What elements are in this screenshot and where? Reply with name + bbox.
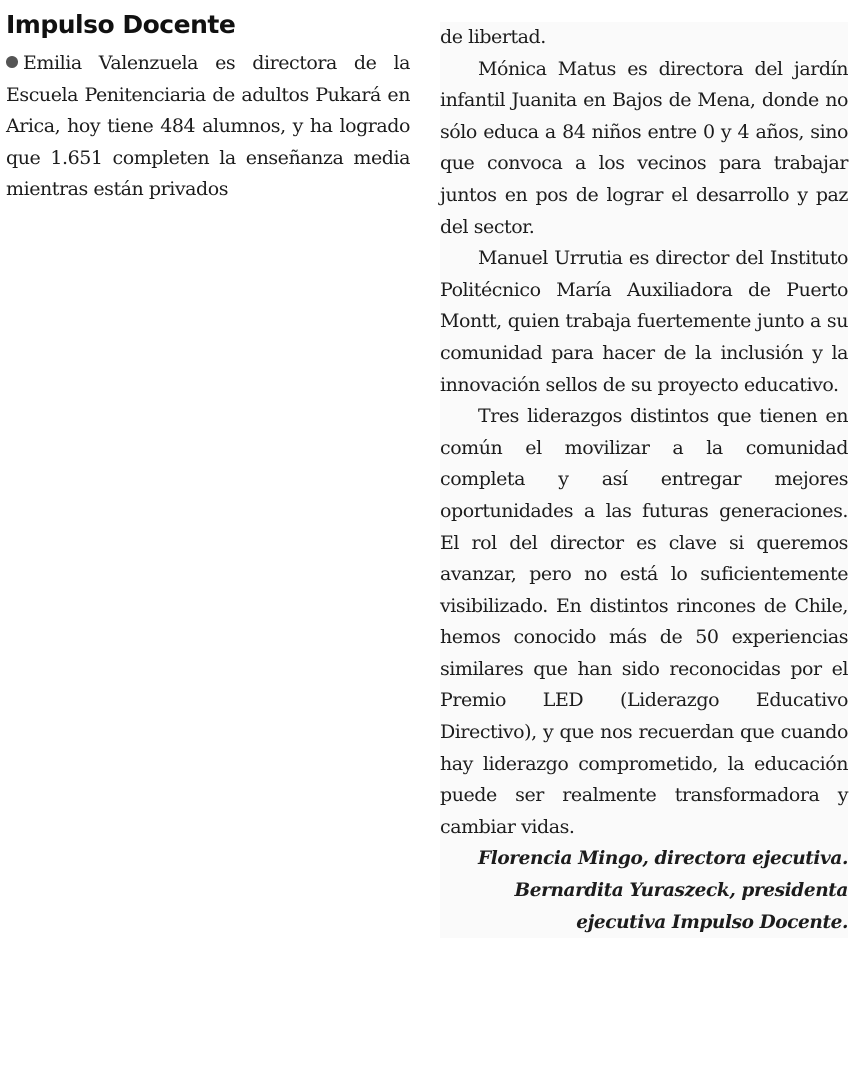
paragraph-matus: Mónica Matus es directora del jardín infantil Juanita en Bajos de Mena, donde no sólo educa a 84 niños entre 0 y 4 años, sino que convoca a los vecinos para trabajar juntos en pos de lograr el desarrollo y paz del sector. xyxy=(440,57,848,238)
paragraph-urrutia: Manuel Urrutia es director del Instituto Politécnico María Auxiliadora de Puerto Montt, quien trabaja fuertemente junto a su comunidad para hacer de la inclusión y la innovación sellos de su proyecto educativo. xyxy=(440,247,848,396)
left-column xyxy=(6,8,410,206)
signature-line: Bernardita Yuraszeck, presidenta xyxy=(514,880,848,902)
right-column xyxy=(440,22,848,938)
signature-line: Florencia Mingo, directora ejecutiva. xyxy=(477,848,848,870)
lead-text: Emilia Valenzuela es directora de la Escuela Penitenciaria de adultos Pukará en Arica, hoy tiene 484 alumnos, y ha logrado que 1.651 completen la enseñanza media mientras están privados xyxy=(6,52,410,201)
section-title: Impulso Docente xyxy=(6,10,236,39)
bullet-icon xyxy=(6,56,18,68)
paragraph-leadership: Tres liderazgos distintos que tienen en común el movilizar a la comunidad completa y así entregar mejores oportunidades a las futuras generaciones. El rol del director es clave si queremos avanzar, pero no está lo suficientemente visibilizado. En distintos rincones de Chile, hemos conocido más de 50 experiencias similares que han sido reconocidas por el Premio LED (Liderazgo Educativo Directivo), y que nos recuerdan que cuando hay liderazgo comprometido, la educación puede ser realmente transformadora y cambiar vidas. xyxy=(440,405,848,838)
continuation-text: de libertad. xyxy=(440,26,546,48)
signature-block xyxy=(440,843,848,938)
lead-paragraph xyxy=(6,48,410,206)
signature-line: ejecutiva Impulso Docente. xyxy=(576,911,848,933)
